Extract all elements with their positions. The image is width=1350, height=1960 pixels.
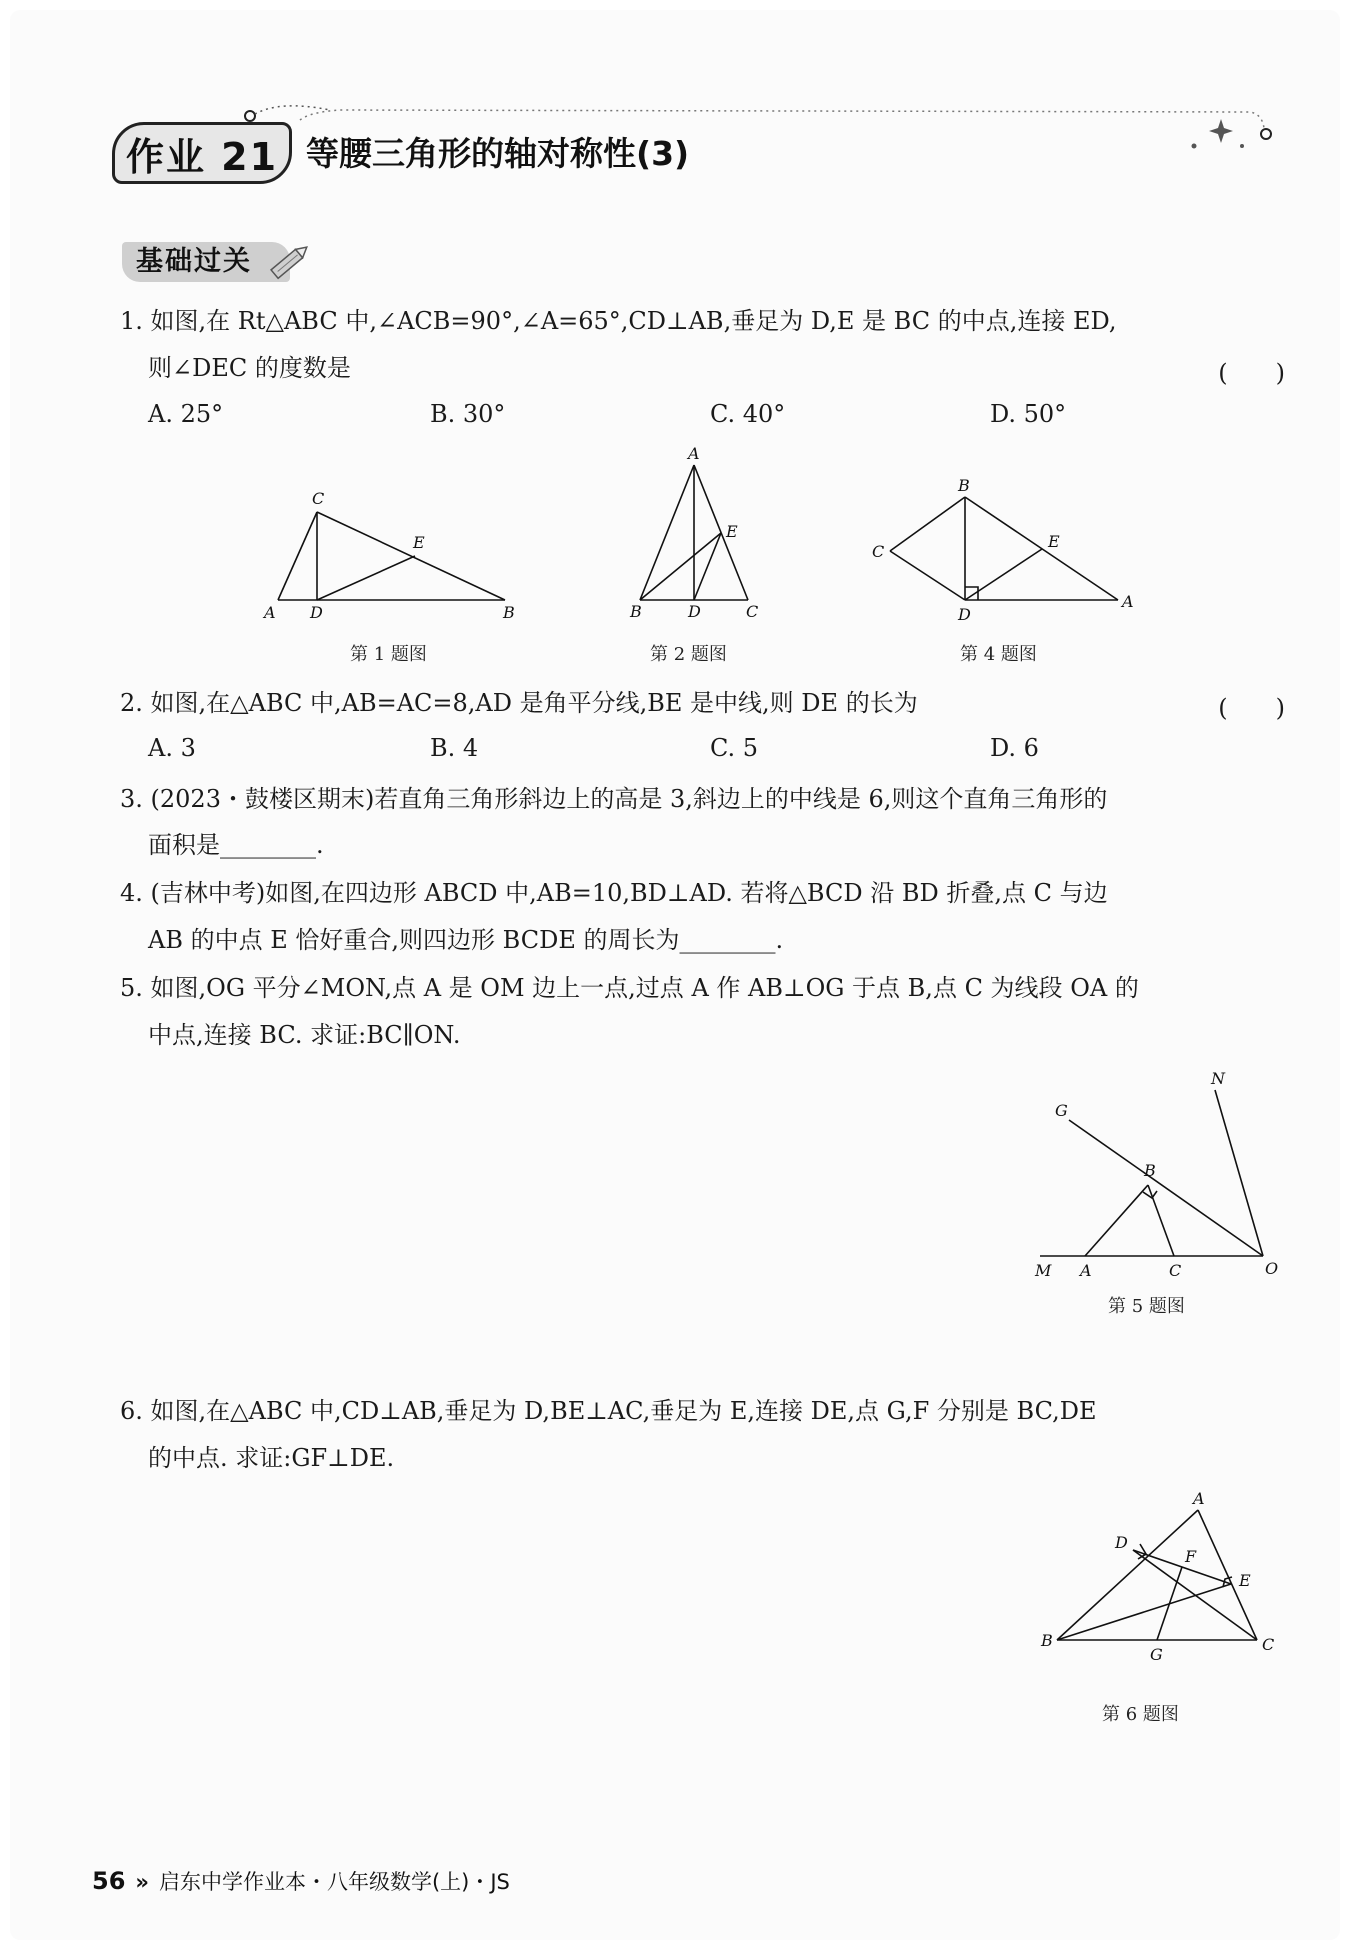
label-e: E bbox=[1239, 1571, 1251, 1590]
question-6-text-cont: 的中点. 求证:GF⊥DE. bbox=[148, 1444, 395, 1472]
option-a: A. 3 bbox=[148, 734, 196, 762]
label-c: C bbox=[312, 489, 325, 508]
label-n: N bbox=[1211, 1069, 1225, 1088]
figure-6 bbox=[1025, 1480, 1290, 1680]
figure-4 bbox=[860, 475, 1150, 630]
question-1-text-cont: 则∠DEC 的度数是 bbox=[148, 354, 351, 382]
question-4-text: 4. (吉林中考)如图,在四边形 ABCD 中,AB=10,BD⊥AD. 若将△BCD 沿 BD 折叠,点 C 与边 bbox=[120, 879, 1108, 907]
label-c: C bbox=[1169, 1261, 1182, 1280]
answer-blank-1: ( ) bbox=[1218, 359, 1285, 387]
question-6-text: 6. 如图,在△ABC 中,CD⊥AB,垂足为 D,BE⊥AC,垂足为 E,连接 DE,点 G,F 分别是 BC,DE bbox=[120, 1397, 1097, 1425]
label-b: B bbox=[630, 602, 642, 621]
page-number: 56 bbox=[92, 1867, 126, 1895]
label-d: D bbox=[688, 602, 701, 621]
label-b: B bbox=[1144, 1161, 1156, 1180]
label-e: E bbox=[726, 522, 738, 541]
label-g: G bbox=[1055, 1101, 1068, 1120]
question-1-text: 1. 如图,在 Rt△ABC 中,∠ACB=90°,∠A=65°,CD⊥AB,垂足为 D,E 是 BC 的中点,连接 ED, bbox=[120, 307, 1117, 335]
label-b: B bbox=[958, 476, 970, 495]
option-b: B. 4 bbox=[430, 734, 479, 762]
figure-2-caption: 第 2 题图 bbox=[650, 644, 727, 665]
book-title: 启东中学作业本・八年级数学(上)・JS bbox=[158, 1870, 510, 1894]
figure-4-caption: 第 4 题图 bbox=[960, 644, 1037, 665]
page-title: 等腰三角形的轴对称性(3) bbox=[306, 134, 690, 173]
label-b: B bbox=[1041, 1631, 1053, 1650]
label-d: D bbox=[958, 605, 971, 624]
pencil-icon bbox=[266, 238, 316, 284]
label-a: A bbox=[1080, 1261, 1092, 1280]
label-a: A bbox=[1122, 592, 1134, 611]
chevron-right-icon: » bbox=[135, 1870, 149, 1894]
label-c: C bbox=[872, 542, 885, 561]
label-d: D bbox=[310, 603, 323, 622]
section-label: 基础过关 bbox=[122, 242, 290, 282]
label-b: B bbox=[503, 603, 515, 622]
question-3-text-cont: 面积是________. bbox=[148, 831, 324, 859]
option-d: D. 50° bbox=[990, 400, 1067, 428]
question-5-text-cont: 中点,连接 BC. 求证:BC∥ON. bbox=[148, 1021, 461, 1049]
workbook-page bbox=[10, 10, 1340, 1940]
option-d: D. 6 bbox=[990, 734, 1039, 762]
label-a: A bbox=[264, 603, 276, 622]
option-b: B. 30° bbox=[430, 400, 506, 428]
figure-1 bbox=[255, 480, 535, 630]
label-o: O bbox=[1265, 1259, 1279, 1278]
label-g: G bbox=[1150, 1645, 1163, 1664]
figure-2 bbox=[620, 445, 780, 630]
label-c: C bbox=[746, 602, 759, 621]
figure-6-caption: 第 6 题图 bbox=[1102, 1704, 1179, 1725]
question-5-text: 5. 如图,OG 平分∠MON,点 A 是 OM 边上一点,过点 A 作 AB⊥OG 于点 B,点 C 为线段 OA 的 bbox=[120, 974, 1139, 1002]
figure-1-caption: 第 1 题图 bbox=[350, 644, 427, 665]
figure-5 bbox=[1025, 1060, 1290, 1285]
label-m: M bbox=[1035, 1261, 1052, 1280]
option-c: C. 5 bbox=[710, 734, 759, 762]
homework-number-badge: 作业 21 bbox=[112, 122, 292, 184]
option-c: C. 40° bbox=[710, 400, 786, 428]
answer-blank-2: ( ) bbox=[1218, 694, 1285, 722]
label-a: A bbox=[1193, 1489, 1205, 1508]
question-2-text: 2. 如图,在△ABC 中,AB=AC=8,AD 是角平分线,BE 是中线,则 DE 的长为 bbox=[120, 689, 918, 717]
label-a: A bbox=[688, 445, 700, 463]
option-a: A. 25° bbox=[148, 400, 224, 428]
label-d: D bbox=[1115, 1533, 1128, 1552]
question-3-text: 3. (2023・鼓楼区期末)若直角三角形斜边上的高是 3,斜边上的中线是 6,则这个直角三角形的 bbox=[120, 785, 1108, 813]
figure-5-caption: 第 5 题图 bbox=[1108, 1296, 1185, 1317]
label-f: F bbox=[1185, 1547, 1197, 1566]
label-e: E bbox=[1048, 532, 1060, 551]
label-c: C bbox=[1262, 1635, 1275, 1654]
label-e: E bbox=[413, 533, 425, 552]
question-4-text-cont: AB 的中点 E 恰好重合,则四边形 BCDE 的周长为________. bbox=[148, 926, 784, 954]
page-footer bbox=[92, 1866, 510, 1896]
